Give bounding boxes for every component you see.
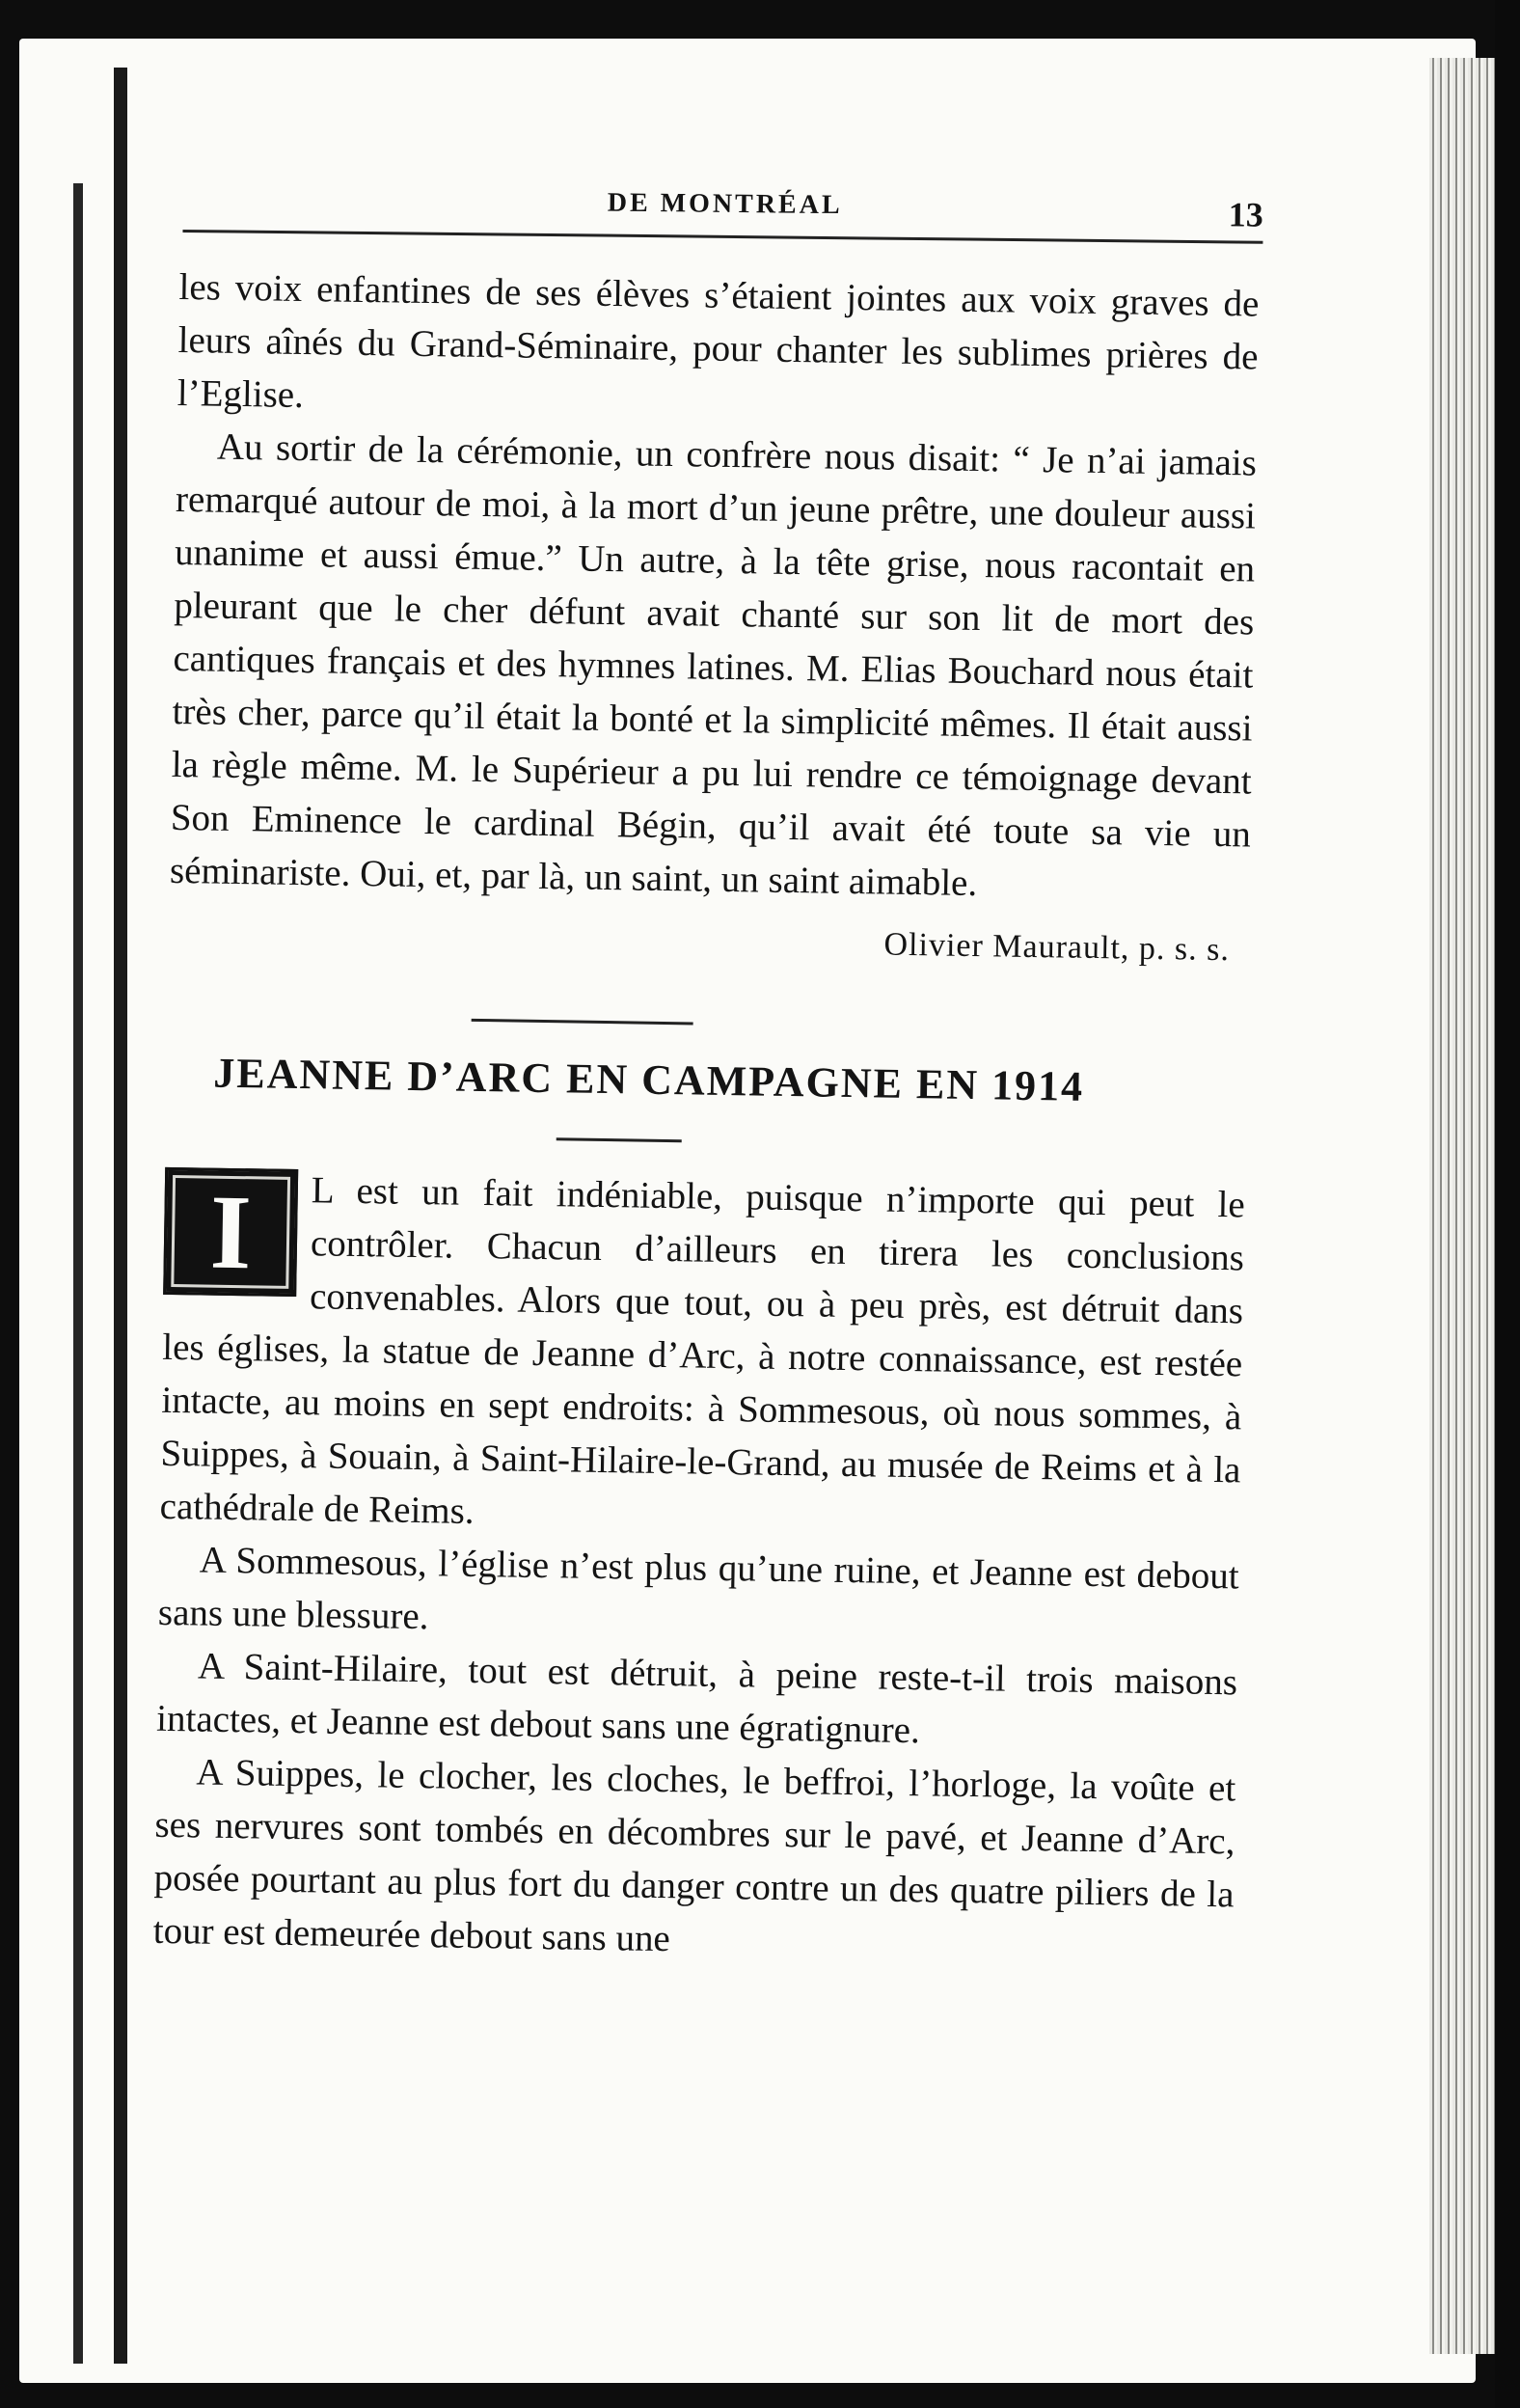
article-paragraph-4: A Suippes, le clocher, les cloches, le beffroi, l’horloge, la voûte et ses nervures sont tombés en décombres sur le pavé, et Jeanne d’Arc, posée pourtant au plus fort du danger contre un des quatre piliers de la tour est demeurée debout sans une [152,1751,1236,1960]
article-title: JEANNE D’ARC EN CAMPAGNE EN 1914 [212,1049,1085,1110]
author-signature: Olivier Maurault, p. s. s. [883,926,1231,969]
running-head [182,183,1263,253]
article-paragraph-2: A Sommesous, l’église n’est plus qu’une ruine, et Jeanne est debout sans une blessure. [157,1539,1240,1638]
scan-border [1495,0,1520,2408]
running-title: DE MONTRÉAL [607,187,843,221]
section-divider [472,1019,693,1026]
page-stack-edge [1429,58,1499,2354]
obituary-paragraph-1: les voix enfantines de ses élèves s’étaient jointes aux voix graves de leurs aînés du Grand-Séminaire, pour chanter les sublimes prières de l’Eglise. [176,265,1260,417]
article-paragraph-3: A Saint-Hilaire, tout est détruit, à peine reste-t-il trois maisons intactes, et Jeanne est debout sans une égratignure. [155,1645,1238,1752]
binding-shadow [73,183,83,2364]
obituary-paragraph-2: Au sortir de la cérémonie, un confrère nous disait: “ Je n’ai jamais remarqué autour de moi, à la mort d’un jeune prêtre, une douleur aussi unanime et aussi émue.” Un autre, à la tête grise, nous racontait en pleurant que le cher défunt avait chanté sur son lit de mort des cantiques français et des hymnes latines. M. Elias Bouchard nous était très cher, parce qu’il était la bonté et la simplicité mêmes. Il était aussi la règle même. M. le Supérieur a pu lui rendre ce témoignage devant Son Eminence le cardinal Bégin, qu’il avait été toute sa vie un séminariste. Oui, et, par là, un saint, un saint aimable. [169,425,1258,905]
ornamental-dropcap: I [163,1167,298,1297]
article-paragraph-1 [159,1162,1245,1550]
article-paragraph-1-text: L est un fait indéniable, puisque n’importe qui peut le contrôler. Chacun d’ailleurs en tirera les conclusions convenables. Alors que tout, ou à peu près, est détruit dans les églises, la statue de Jeanne d’Arc, à notre connaissance, est restée intacte, au moins en sept endroits: à Sommesous, où nous sommes, à Suippes, à Souain, à Saint-Hilaire-le-Grand, au musée de Reims et à la cathédrale de Reims. [159,1169,1246,1532]
page-body [152,260,1259,1974]
header-rule [182,230,1262,244]
page-gutter-edge [114,68,127,2364]
page-number: 13 [1228,195,1263,234]
title-underline [556,1137,682,1142]
